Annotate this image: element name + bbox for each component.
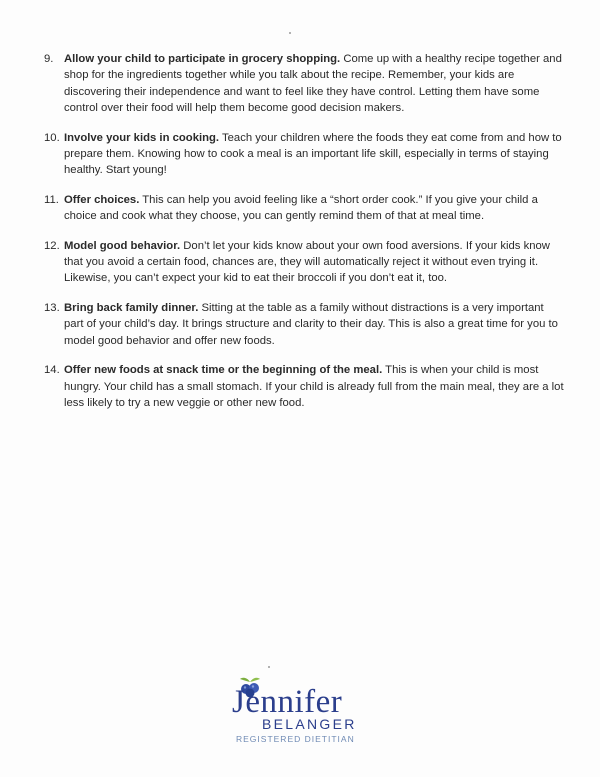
logo-surname: BELANGER	[262, 716, 357, 732]
item-heading: Bring back family dinner.	[64, 301, 199, 314]
item-heading: Offer new foods at snack time or the beginning of the meal.	[64, 364, 383, 377]
list-item	[44, 362, 566, 411]
list-item	[44, 238, 566, 287]
scan-speck	[289, 32, 291, 34]
item-heading: Offer choices.	[64, 193, 140, 206]
item-number: 12.	[44, 239, 60, 252]
item-text	[64, 192, 566, 225]
logo-title: REGISTERED DIETITIAN	[236, 734, 355, 744]
item-heading: Model good behavior.	[64, 239, 181, 252]
brand-logo	[226, 676, 376, 746]
item-number: 10.	[44, 131, 60, 144]
list-item	[44, 192, 566, 225]
scan-speck	[268, 666, 270, 668]
item-text	[64, 130, 566, 179]
item-text	[64, 51, 566, 117]
item-number: 9.	[44, 53, 54, 65]
item-number: 11.	[44, 193, 59, 206]
logo-name: Jennifer	[232, 684, 343, 720]
item-heading: Allow your child to participate in grocery shopping.	[64, 53, 341, 65]
item-body: Sitting at the table as a family without distractions is a very important part of your child’s day. It brings structure and clarity to their day. This is also a great time for you to model good behavior and offer new foods.	[64, 301, 558, 347]
item-body: Teach your children where the foods they eat come from and how to prepare them. Knowing how to cook a meal is an important life skill, especially in terms of staying healthy. Start young!	[64, 131, 562, 177]
tips-list	[44, 51, 566, 424]
item-number: 13.	[44, 301, 60, 314]
item-heading: Involve your kids in cooking.	[64, 131, 220, 144]
item-body: Don’t let your kids know about your own food aversions. If your kids know that you avoid a certain food, chances are, they will automatically reject it without even trying it. Likewise, you can’t expect your kid to eat their broccoli if you don’t eat it, too.	[64, 239, 550, 285]
item-body: Come up with a healthy recipe together and shop for the ingredients together while you talk about the recipe. Remember, your kids are discovering their independence and want to feel like they have control. Letting them have some control over their food will help them become good decision makers.	[64, 53, 562, 115]
item-number: 14.	[44, 364, 60, 377]
list-item	[44, 130, 566, 179]
list-item	[44, 51, 566, 117]
item-body: This can help you avoid feeling like a “short order cook.” If you give your child a choice and cook what they choose, you can gently remind them of that at meal time.	[64, 193, 538, 223]
item-text	[64, 362, 566, 411]
item-text	[64, 300, 566, 349]
item-body: This is when your child is most hungry. Your child has a small stomach. If your child is already full from the main meal, they are a lot less likely to try a new veggie or other new food.	[64, 364, 564, 409]
item-text	[64, 238, 566, 287]
list-item	[44, 300, 566, 349]
